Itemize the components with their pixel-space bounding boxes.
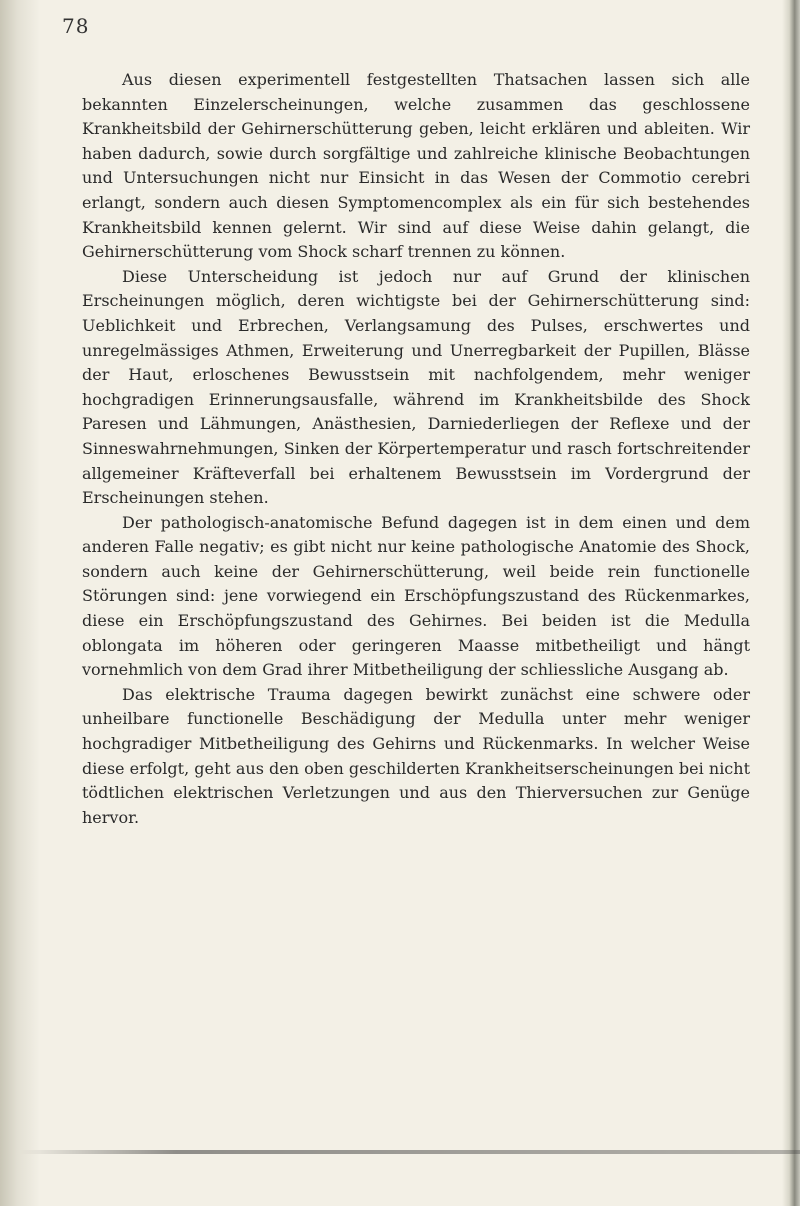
paragraph-2: Diese Unterscheidung ist jedoch nur auf Grund der klinischen Erscheinungen möglich, deren wichtigste bei der Gehirnerschütterung sind: Ueblichkeit und Erbrechen, Verlangsamung des Pulses, erschwertes und unregelmässiges Athmen, Erweiterung und Unerregbarkeit der Pupillen, Blässe der Haut, erloschenes Bewusstsein mit nachfolgendem, mehr weniger hochgradigen Erinnerungsausfalle, während im Krankheitsbilde des Shock Paresen und Lähmungen, Anästhesien, Darniederliegen der Reflexe und der Sinneswahrnehmungen, Sinken der Körpertemperatur und rasch fortschreitender allgemeiner Kräfteverfall bei erhaltenem Bewusstsein im Vordergrund der Erscheinungen stehen. [82, 266, 750, 508]
body-text [82, 68, 750, 830]
page-number: 78 [62, 14, 90, 38]
paragraph-3: Der pathologisch-anatomische Befund dagegen ist in dem einen und dem anderen Falle negativ; es gibt nicht nur keine pathologische Anatomie des Shock, sondern auch keine der Gehirnerschütterung, weil beide rein functionelle Störungen sind: jene vorwiegend ein Erschöpfungszustand des Rückenmarkes, diese ein Erschöpfungszustand des Gehirnes. Bei beiden ist die Medulla oblongata im höheren oder geringeren Maasse mitbetheiligt und hängt vornehmlich von dem Grad ihrer Mitbetheiligung der schliessliche Ausgang ab. [82, 512, 750, 680]
paragraph-1: Aus diesen experimentell festgestellten Thatsachen lassen sich alle bekannten Einzelerscheinungen, welche zusammen das geschlossene Krankheitsbild der Gehirnerschütterung geben, leicht erklären und ableiten. Wir haben dadurch, sowie durch sorgfältige und zahlreiche klinische Beobachtungen und Untersuchungen nicht nur Einsicht in das Wesen der Commotio cerebri erlangt, sondern auch diesen Symptomencomplex als ein für sich bestehendes Krankheitsbild kennen gelernt. Wir sind auf diese Weise dahin gelangt, die Gehirnerschütterung vom Shock scharf trennen zu können. [82, 70, 750, 262]
page-right-edge [782, 0, 800, 1206]
page-bottom-edge [20, 1150, 800, 1154]
page-binding-shadow [0, 0, 40, 1206]
paragraph-4: Das elektrische Trauma dagegen bewirkt zunächst eine schwere oder unheilbare functionelle Beschädigung der Medulla unter mehr weniger hochgradiger Mitbetheiligung des Gehirns und Rückenmarks. In welcher Weise diese erfolgt, geht aus den oben geschilderten Krankheitserscheinungen bei nicht tödtlichen elektrischen Verletzungen und aus den Thierversuchen zur Genüge hervor. [82, 684, 750, 827]
